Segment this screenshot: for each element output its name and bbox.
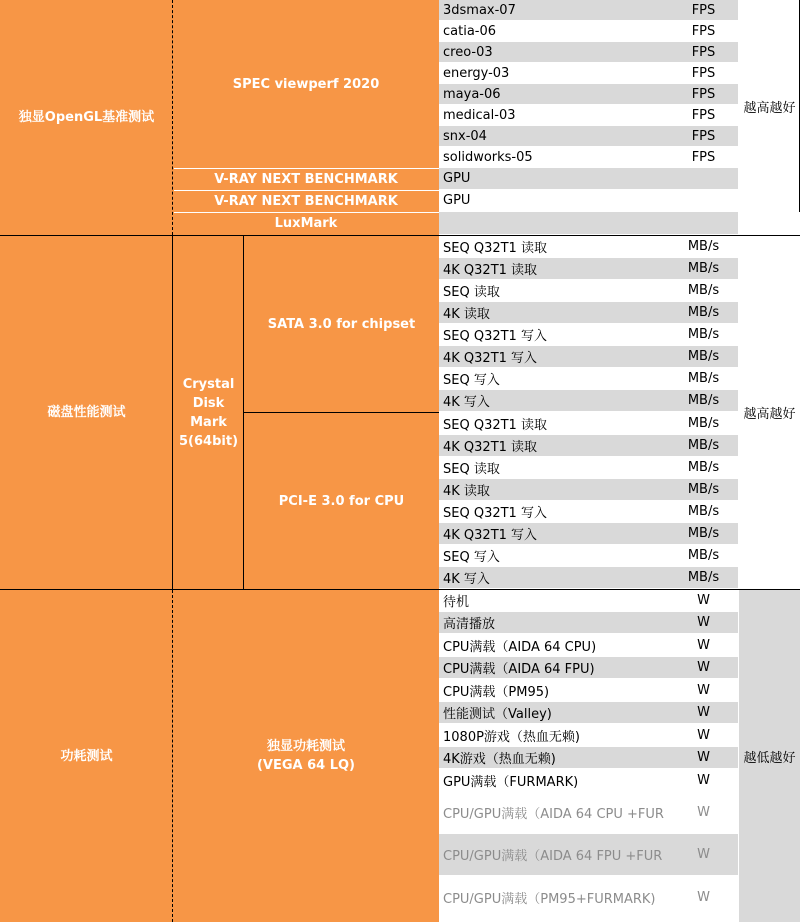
- table-row: [439, 479, 738, 500]
- unit-cell: MB/s: [687, 570, 720, 585]
- table-row: [439, 236, 738, 257]
- unit-cell: MB/s: [687, 393, 720, 408]
- table-row: [439, 612, 738, 633]
- table-row: [439, 63, 738, 83]
- unit-cell: [669, 168, 738, 189]
- group-cell-vray-2: V-RAY NEXT BENCHMARK: [173, 190, 439, 212]
- table-row: [439, 42, 738, 62]
- test-item-cell: 4K Q32T1 读取: [443, 263, 538, 278]
- unit-cell: [669, 212, 738, 234]
- unit-cell: FPS: [691, 44, 716, 60]
- tool-cell-crystaldiskmark: Crystal Disk Mark 5(64bit): [173, 236, 244, 589]
- group-cell-sata: SATA 3.0 for chipset: [244, 236, 439, 412]
- table-row: [439, 413, 738, 434]
- evaluation-cell-disk: 越高越好: [743, 407, 796, 422]
- test-item-cell: 4K Q32T1 写入: [443, 528, 538, 543]
- unit-cell: MB/s: [687, 526, 720, 541]
- test-item-cell: GPU: [443, 193, 471, 208]
- unit-cell: MB/s: [687, 327, 720, 342]
- table-row: [439, 834, 738, 875]
- test-item-cell: catia-06: [443, 23, 497, 39]
- unit-cell: MB/s: [687, 349, 720, 364]
- test-item-cell: 4K 写入: [443, 572, 490, 587]
- test-item-cell: 待机: [443, 595, 470, 610]
- table-row: [439, 346, 738, 367]
- test-item-cell: SEQ 写入: [443, 550, 500, 565]
- table-row: [439, 876, 738, 919]
- table-row: [439, 212, 738, 234]
- unit-cell: MB/s: [687, 305, 720, 320]
- table-row: [439, 105, 738, 125]
- unit-cell: MB/s: [687, 548, 720, 563]
- unit-cell: W: [697, 682, 710, 698]
- unit-cell: W: [697, 593, 710, 608]
- unit-cell: MB/s: [687, 460, 720, 475]
- test-item-cell: CPU/GPU满载（PM95+FURMARK): [443, 892, 656, 907]
- unit-cell: [669, 190, 738, 211]
- table-row: [439, 368, 738, 389]
- unit-cell: FPS: [691, 2, 716, 18]
- table-row: [439, 724, 738, 746]
- unit-cell: FPS: [691, 86, 716, 102]
- table-row: [439, 190, 738, 211]
- test-item-cell: solidworks-05: [443, 149, 533, 165]
- table-row: [439, 747, 738, 768]
- test-item-cell: energy-03: [443, 65, 510, 81]
- table-row: [439, 168, 738, 189]
- test-item-cell: 1080P游戏（热血无赖): [443, 729, 580, 745]
- test-item-cell: SEQ Q32T1 写入: [443, 506, 547, 521]
- unit-cell: W: [697, 727, 710, 743]
- test-item-cell: creo-03: [443, 44, 493, 60]
- unit-cell: FPS: [691, 23, 716, 39]
- test-item-cell: [439, 212, 669, 234]
- table-row: [439, 0, 738, 20]
- test-item-cell: 4K 读取: [443, 484, 490, 499]
- test-item-cell: SEQ 读取: [443, 285, 500, 300]
- table-row: [439, 769, 738, 791]
- evaluation-cell-opengl: 越高越好: [743, 100, 796, 116]
- unit-cell: W: [697, 705, 710, 720]
- test-item-cell: medical-03: [443, 107, 516, 123]
- test-item-cell: 4K 读取: [443, 307, 490, 322]
- test-item-cell: SEQ Q32T1 读取: [443, 241, 547, 256]
- test-item-cell: 4K Q32T1 读取: [443, 440, 538, 455]
- unit-cell: MB/s: [687, 371, 720, 386]
- test-item-cell: GPU: [443, 171, 471, 186]
- test-item-cell: snx-04: [443, 128, 487, 144]
- category-cell-power: 功耗测试: [0, 590, 173, 922]
- table-row: [439, 390, 738, 411]
- unit-cell: W: [697, 750, 710, 765]
- unit-cell: W: [697, 772, 710, 788]
- unit-cell: MB/s: [687, 438, 720, 453]
- unit-cell: MB/s: [687, 416, 720, 431]
- unit-cell: FPS: [691, 65, 716, 81]
- table-row: [439, 523, 738, 544]
- unit-cell: W: [697, 805, 710, 820]
- evaluation-cell-power: 越低越好: [739, 590, 800, 922]
- group-cell-spec-viewperf: SPEC viewperf 2020: [173, 0, 439, 168]
- table-row: [439, 657, 738, 678]
- table-row: [439, 501, 738, 522]
- table-row: [439, 302, 738, 323]
- test-item-cell: 高清播放: [443, 617, 496, 632]
- unit-cell: W: [697, 890, 710, 905]
- test-item-cell: 性能测试（Valley): [443, 707, 552, 722]
- unit-cell: MB/s: [687, 504, 720, 519]
- unit-cell: W: [697, 660, 710, 675]
- table-row: [439, 147, 738, 167]
- group-cell-luxmark: LuxMark: [173, 212, 439, 235]
- test-item-cell: SEQ Q32T1 读取: [443, 418, 547, 433]
- test-item-cell: maya-06: [443, 86, 501, 102]
- table-row: [439, 679, 738, 701]
- table-row: [439, 126, 738, 146]
- table-row: [439, 567, 738, 588]
- unit-cell: FPS: [691, 149, 716, 165]
- group-cell-pcie: PCI-E 3.0 for CPU: [244, 413, 439, 589]
- table-row: [439, 435, 738, 456]
- unit-cell: W: [697, 847, 710, 862]
- table-row: [439, 21, 738, 41]
- test-item-cell: GPU满载（FURMARK): [443, 774, 579, 790]
- unit-cell: MB/s: [687, 283, 720, 298]
- table-row: [439, 324, 738, 345]
- table-row: [439, 258, 738, 279]
- table-row: [439, 792, 738, 833]
- test-item-cell: CPU/GPU满载（AIDA 64 CPU +FUR: [443, 807, 664, 822]
- table-row: [439, 280, 738, 301]
- test-item-cell: 4K Q32T1 写入: [443, 351, 538, 366]
- test-item-cell: 3dsmax-07: [443, 2, 516, 18]
- test-item-cell: CPU满载（AIDA 64 FPU): [443, 662, 595, 677]
- group-cell-vray-1: V-RAY NEXT BENCHMARK: [173, 168, 439, 190]
- table-row: [439, 84, 738, 104]
- unit-cell: MB/s: [687, 261, 720, 276]
- test-item-cell: CPU满载（AIDA 64 CPU): [443, 639, 597, 655]
- table-row: [439, 545, 738, 566]
- test-item-cell: 4K游戏（热血无赖): [443, 752, 556, 767]
- test-item-cell: SEQ Q32T1 写入: [443, 329, 547, 344]
- test-item-cell: SEQ 写入: [443, 373, 500, 388]
- table-row: [439, 590, 738, 611]
- test-item-cell: CPU满载（PM95): [443, 684, 550, 700]
- unit-cell: FPS: [691, 107, 716, 123]
- unit-cell: MB/s: [687, 482, 720, 497]
- test-item-cell: SEQ 读取: [443, 462, 500, 477]
- unit-cell: MB/s: [687, 239, 720, 254]
- table-row: [439, 634, 738, 656]
- test-item-cell: CPU/GPU满载（AIDA 64 FPU +FUR: [443, 849, 663, 864]
- table-row: [439, 702, 738, 723]
- category-cell-disk: 磁盘性能测试: [0, 236, 173, 589]
- unit-cell: FPS: [691, 128, 716, 144]
- group-cell-gpu-power: 独显功耗测试 (VEGA 64 LQ): [173, 590, 439, 922]
- unit-cell: W: [697, 637, 710, 653]
- category-cell-opengl: 独显OpenGL基准测试: [0, 0, 173, 235]
- unit-cell: W: [697, 615, 710, 630]
- table-row: [439, 457, 738, 478]
- test-item-cell: 4K 写入: [443, 395, 490, 410]
